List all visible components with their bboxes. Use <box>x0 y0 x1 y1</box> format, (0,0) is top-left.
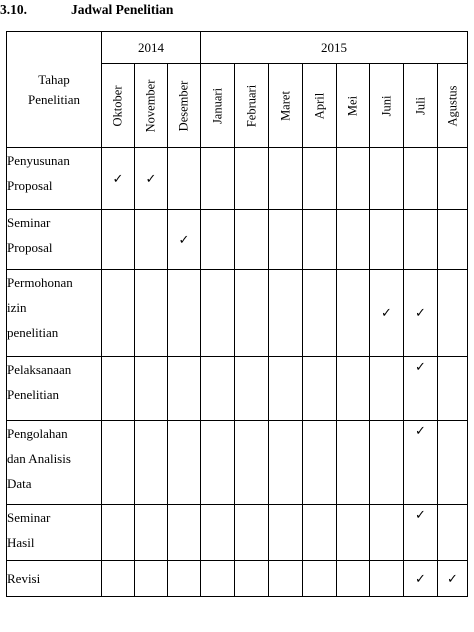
month-header <box>235 64 269 148</box>
check-icon: ✓ <box>415 306 426 321</box>
month-label: Februari <box>244 84 258 127</box>
stage-label <box>7 270 102 357</box>
schedule-cell <box>438 357 468 421</box>
schedule-cell <box>235 357 269 421</box>
schedule-cell <box>303 148 337 210</box>
month-label: Agustus <box>445 85 459 126</box>
year-header: 2015 <box>201 32 468 64</box>
stage-label-line: Permohonan <box>7 275 73 290</box>
check-icon: ✓ <box>415 508 426 523</box>
schedule-cell <box>201 505 235 561</box>
month-label: November <box>143 79 158 132</box>
schedule-cell <box>201 421 235 505</box>
schedule-cell <box>102 148 135 210</box>
month-header <box>135 64 168 148</box>
stage-label-line: Penelitian <box>7 387 59 402</box>
month-header <box>404 64 438 148</box>
schedule-cell <box>235 421 269 505</box>
schedule-cell <box>168 421 201 505</box>
schedule-cell <box>269 270 303 357</box>
check-icon: ✓ <box>415 360 426 375</box>
stage-label-line: Data <box>7 476 32 491</box>
table-row <box>7 210 468 270</box>
month-label: April <box>312 92 326 119</box>
schedule-cell <box>370 210 404 270</box>
table-row <box>7 148 468 210</box>
schedule-cell <box>370 148 404 210</box>
stage-label-line: Penyusunan <box>7 153 70 168</box>
schedule-cell <box>168 357 201 421</box>
stage-label-line: Proposal <box>7 240 53 255</box>
stage-label <box>7 421 102 505</box>
month-header <box>438 64 468 148</box>
section-title: Jadwal Penelitian <box>71 2 174 17</box>
stage-label <box>7 210 102 270</box>
schedule-cell <box>404 210 438 270</box>
stage-label-line: Seminar <box>7 510 51 525</box>
month-header <box>337 64 370 148</box>
month-label: Maret <box>278 90 292 121</box>
schedule-cell <box>438 270 468 357</box>
schedule-cell <box>168 148 201 210</box>
month-header <box>201 64 235 148</box>
schedule-cell <box>135 561 168 597</box>
schedule-cell <box>438 561 468 597</box>
check-icon: ✓ <box>178 232 190 248</box>
schedule-cell <box>102 561 135 597</box>
schedule-cell <box>168 270 201 357</box>
stage-label <box>7 148 102 210</box>
table-row <box>7 421 468 505</box>
schedule-cell <box>269 148 303 210</box>
schedule-table <box>6 31 468 597</box>
stage-label-line: penelitian <box>7 325 59 340</box>
schedule-cell <box>404 505 438 561</box>
schedule-cell <box>102 421 135 505</box>
schedule-cell <box>404 561 438 597</box>
stage-label-line: Pengolahan <box>7 426 68 441</box>
schedule-cell <box>135 357 168 421</box>
schedule-cell <box>438 148 468 210</box>
month-label: Januari <box>210 87 224 124</box>
month-header <box>102 64 135 148</box>
schedule-cell <box>269 357 303 421</box>
month-label: Mei <box>345 95 360 116</box>
schedule-cell <box>337 210 370 270</box>
schedule-cell <box>269 421 303 505</box>
month-header <box>269 64 303 148</box>
schedule-cell <box>135 421 168 505</box>
schedule-cell <box>102 270 135 357</box>
schedule-cell <box>201 357 235 421</box>
table-row <box>7 270 468 357</box>
schedule-body <box>7 148 468 597</box>
schedule-cell <box>370 561 404 597</box>
schedule-cell <box>303 561 337 597</box>
schedule-cell <box>269 561 303 597</box>
month-label: Juli <box>413 96 427 115</box>
schedule-cell <box>303 505 337 561</box>
schedule-cell <box>235 505 269 561</box>
stage-label-line: Revisi <box>7 571 41 586</box>
schedule-cell <box>135 148 168 210</box>
schedule-cell <box>438 421 468 505</box>
schedule-cell <box>201 561 235 597</box>
schedule-cell <box>303 357 337 421</box>
check-icon: ✓ <box>112 171 124 187</box>
schedule-cell <box>404 148 438 210</box>
schedule-cell <box>370 357 404 421</box>
schedule-cell <box>337 561 370 597</box>
stage-column-header <box>7 32 102 148</box>
schedule-cell <box>404 421 438 505</box>
check-icon: ✓ <box>415 424 426 439</box>
schedule-cell <box>303 421 337 505</box>
schedule-cell <box>201 210 235 270</box>
year-header-row <box>7 32 468 64</box>
schedule-cell <box>438 505 468 561</box>
month-header <box>303 64 337 148</box>
schedule-cell <box>438 210 468 270</box>
schedule-cell <box>235 210 269 270</box>
month-header <box>168 64 201 148</box>
stage-header-line: Tahap <box>38 71 70 87</box>
check-icon: ✓ <box>447 571 458 587</box>
schedule-cell <box>135 270 168 357</box>
schedule-cell <box>102 357 135 421</box>
schedule-cell <box>269 505 303 561</box>
month-header <box>370 64 404 148</box>
schedule-cell <box>269 210 303 270</box>
stage-label <box>7 561 102 597</box>
schedule-cell <box>135 210 168 270</box>
stage-label-line: Hasil <box>7 535 35 550</box>
month-label: Juni <box>379 95 393 116</box>
schedule-cell <box>404 357 438 421</box>
schedule-cell <box>337 357 370 421</box>
schedule-cell <box>201 148 235 210</box>
stage-label <box>7 357 102 421</box>
schedule-cell <box>135 505 168 561</box>
check-icon: ✓ <box>381 306 392 321</box>
schedule-cell <box>102 210 135 270</box>
schedule-cell <box>337 421 370 505</box>
stage-label <box>7 505 102 561</box>
schedule-cell <box>337 505 370 561</box>
stage-label-line: Proposal <box>7 178 53 193</box>
stage-label-line: izin <box>7 300 27 315</box>
schedule-cell <box>102 505 135 561</box>
month-label: Desember <box>176 80 191 131</box>
schedule-cell <box>168 561 201 597</box>
schedule-cell <box>201 270 235 357</box>
check-icon: ✓ <box>415 571 426 587</box>
schedule-cell <box>337 270 370 357</box>
table-row <box>7 561 468 597</box>
schedule-cell <box>404 270 438 357</box>
schedule-cell <box>303 270 337 357</box>
schedule-cell <box>235 270 269 357</box>
stage-label-line: Seminar <box>7 215 51 230</box>
schedule-cell <box>370 505 404 561</box>
schedule-cell <box>235 561 269 597</box>
schedule-cell <box>168 210 201 270</box>
schedule-cell <box>303 210 337 270</box>
schedule-cell <box>337 148 370 210</box>
schedule-cell <box>235 148 269 210</box>
check-icon: ✓ <box>145 171 157 187</box>
stage-header-line: Penelitian <box>28 91 80 107</box>
table-row <box>7 357 468 421</box>
section-number: 3.10. <box>0 2 27 17</box>
schedule-cell <box>168 505 201 561</box>
stage-label-line: Pelaksanaan <box>7 362 72 377</box>
table-row <box>7 505 468 561</box>
stage-label-line: dan Analisis <box>7 451 71 466</box>
year-header: 2014 <box>102 32 201 64</box>
schedule-cell <box>370 421 404 505</box>
month-label: Oktober <box>110 85 125 126</box>
schedule-cell <box>370 270 404 357</box>
